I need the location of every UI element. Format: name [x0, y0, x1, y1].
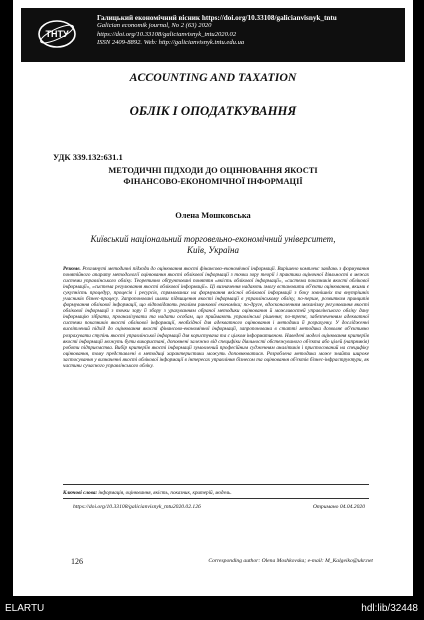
udc-code: УДК 339.132:631.1: [53, 152, 123, 162]
corresponding-author: Corresponding author: Olena Moshkovska; e-mail: M_Kalgeiko@ukr.net: [208, 558, 373, 564]
journal-title-en: Galician economik journal, No 2 (63) 2020: [97, 22, 212, 30]
keywords: [63, 490, 369, 496]
paper-page: [13, 0, 413, 596]
handle-id[interactable]: hdl:lib/32448: [361, 603, 418, 614]
affiliation-line-2: Київ, Україна: [187, 245, 239, 256]
university-logo-icon: [37, 14, 77, 54]
article-title: [73, 166, 353, 187]
repository-name: ELARTU: [5, 603, 45, 614]
journal-info: [97, 14, 407, 48]
journal-issn-web[interactable]: ISSN 2409-8892. Web: http://galicianvisnyk.tntu.edu.ua: [97, 39, 245, 47]
keywords-text: інформація, оцінювання, якість, показник, критерій, модель.: [98, 490, 232, 496]
abstract: [63, 266, 369, 369]
article-title-line-2: ФІНАНСОВО-ЕКОНОМІЧНОЇ ІНФОРМАЦІЇ: [123, 176, 303, 186]
abstract-label: Резюме.: [63, 266, 81, 272]
article-doi-link[interactable]: https://doi.org/10.33108/galicianvisnyk_tntu2020.02.126: [73, 504, 201, 510]
repository-footer-bar: [0, 596, 424, 620]
keywords-top-divider: [63, 484, 369, 485]
author-name: Олена Мошковська: [175, 211, 251, 220]
journal-issue-doi[interactable]: https://doi.org/10.33108/galicianvisnyk_tntu2020.02: [97, 30, 237, 38]
abstract-text: Розглянуті методичні підходи до оцінювання якості фінансово-економічної інформації. Вирішено комплекс завдань з формування понятійного апарату методології оцінювання якості облікової інформації з точки зору теорії і практики оціночної діяльності в межах системи управлінського обліку. Теоретично обґрунтовані поняття «якість облікової інформації», «система показників якості облікової інформації», «система регулювання якості облікової інформації». Ці визначення надають змогу встановити об'єкти оцінювання, якими є сукупність процедур, процесів і ресурсів, спрямованих на формування якісної облікової інформації з боку зовнішніх та внутрішніх учасників бізнес-процесу. Запропоновані шляхи підвищення якості інформації в управлінському обліку, по-перше, розвитком принципів формування облікової інформації, що відповідають реаліям ринкової економіки; по-друге, вдосконаленням механізму регулювання якості облікової інформації з точки зору її збору з урахуванням обраної методики оцінювання й можливостей управлінського обліку дану інформацію зібрати, проаналізувати та надати особам, що приймають управлінські рішення; по-третє, забезпеченням адекватної системи показників якості облікової інформації, необхідної для адекватного оцінювання і методики її розрахунку. У дослідженні висвітлений підхід до оцінювання якості фінансово-економічної інформації, запропонована в статті методика дозволяє об'єктивно розрахувати ступінь якості управлінської інформації для користувача та с цілком інформативною. Наведені моделі оцінювання критеріїв якості інформації можуть бути використані, доповнені залежно від специфіки діяльності обстежуваного об'єкта або цілей (напрямків) роботи підприємства. Вибір критеріїв якості інформації зумовлений професійним судженням аналітиків і пристосований на специфіку оцінювання, тому представлені в методиці характеристики можуть доповнюватися. Розроблена методика може знайти широке застосування у визначенні якості облікової інформації в інтересах управління бізнесом та оцінювання об'єктів бізнес-інфраструктури, як частини сучасного управлінського обліку.: [63, 266, 369, 369]
keywords-bottom-divider: [63, 498, 369, 499]
journal-title[interactable]: Галицький економічний вісник https://doi.org/10.33108/galicianvisnyk_tntu: [97, 14, 337, 22]
affiliation: [53, 234, 373, 257]
section-title-en: ACCOUNTING AND TAXATION: [129, 70, 297, 84]
affiliation-line-1: Київський національний торговельно-економічний університет,: [90, 234, 336, 244]
section-title-ua: ОБЛІК І ОПОДАТКУВАННЯ: [129, 104, 297, 118]
keywords-label: Ключові слова:: [63, 490, 98, 496]
received-date: Отримано 04.04.2020: [312, 504, 365, 510]
logo-text: ТНТУ: [45, 29, 69, 39]
page-number: 126: [71, 557, 83, 566]
article-title-line-1: МЕТОДИЧНІ ПІДХОДИ ДО ОЦІНЮВАННЯ ЯКОСТІ: [108, 166, 318, 175]
